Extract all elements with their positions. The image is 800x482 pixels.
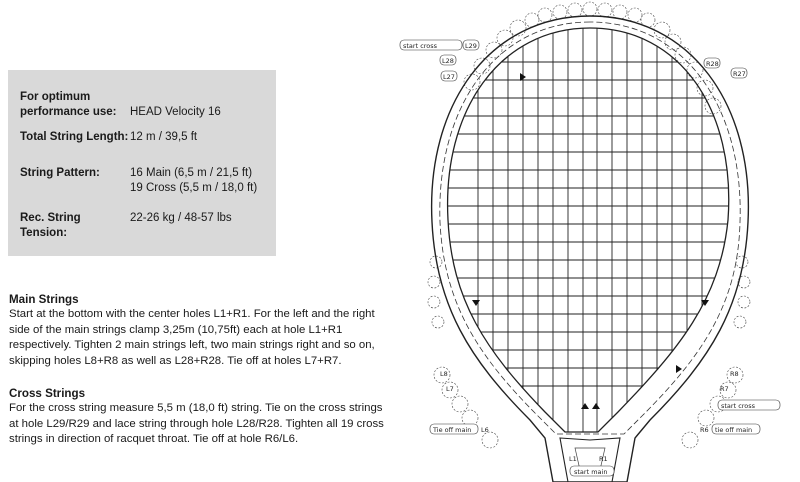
label-tie-off-main-left: Tie off main — [433, 426, 472, 434]
label-r28: R28 — [706, 60, 719, 68]
label-start-cross-right: start cross — [721, 402, 756, 410]
label-l7: L7 — [446, 385, 454, 393]
cross-strings — [440, 62, 740, 386]
label-r1: R1 — [599, 455, 608, 463]
spec-label-tension: Rec. String Tension: — [20, 212, 81, 239]
spec-value-optimum: HEAD Velocity 16 — [130, 106, 221, 118]
arrow-down-icon — [472, 300, 480, 306]
frame-groove — [440, 22, 740, 434]
main-strings-text: Start at the bottom with the center holes L1+R1. For the left and the right side of the main strings clamp 3,25m (10,75ft) each at hole L1+R1 respectively. Tighten 2 main strings left, two main strings right and so on, skipping holes L8+R8 as well as L28+R28. Tie off at holes L7+R7. — [9, 308, 375, 367]
label-start-main: start main — [574, 468, 608, 476]
label-l27: L27 — [443, 73, 455, 81]
spec-label-optimum: For optimum performance use: — [20, 91, 117, 118]
spec-value-pattern: 16 Main (6,5 m / 21,5 ft) 19 Cross (5,5 m / 18,0 ft) — [130, 167, 258, 194]
label-l1: L1 — [569, 455, 577, 463]
label-r7: R7 — [720, 385, 729, 393]
main-strings-heading: Main Strings — [9, 293, 79, 306]
cross-strings-text: For the cross string measure 5,5 m (18,0 ft) string. Tie on the cross strings at hole L29/R29 and lace string through hole L28/R28. Tighten all 19 cross strings in direction of racquet throat. Tie off at hole R6/L6. — [9, 402, 384, 446]
arrow-up-icon — [592, 403, 600, 409]
main-strings — [478, 20, 702, 440]
label-r6: R6 — [700, 426, 709, 434]
spec-label-length: Total String Length: — [20, 131, 129, 143]
spec-value-tension: 22-26 kg / 48-57 lbs — [130, 212, 232, 224]
spec-value-length: 12 m / 39,5 ft — [130, 131, 198, 143]
arrow-up-icon — [581, 403, 589, 409]
label-l8: L8 — [440, 370, 448, 378]
label-start-cross-left: start cross — [403, 42, 438, 50]
label-l6: L6 — [481, 426, 489, 434]
label-r8: R8 — [730, 370, 739, 378]
spec-label-pattern: String Pattern: — [20, 167, 100, 179]
label-l28: L28 — [442, 57, 454, 65]
arrow-right-icon — [676, 365, 682, 373]
cross-strings-heading: Cross Strings — [9, 387, 86, 400]
string-bed — [440, 20, 740, 440]
label-l29: L29 — [465, 42, 477, 50]
label-tie-off-main-right: tie off main — [715, 426, 753, 434]
label-r27: R27 — [733, 70, 746, 78]
